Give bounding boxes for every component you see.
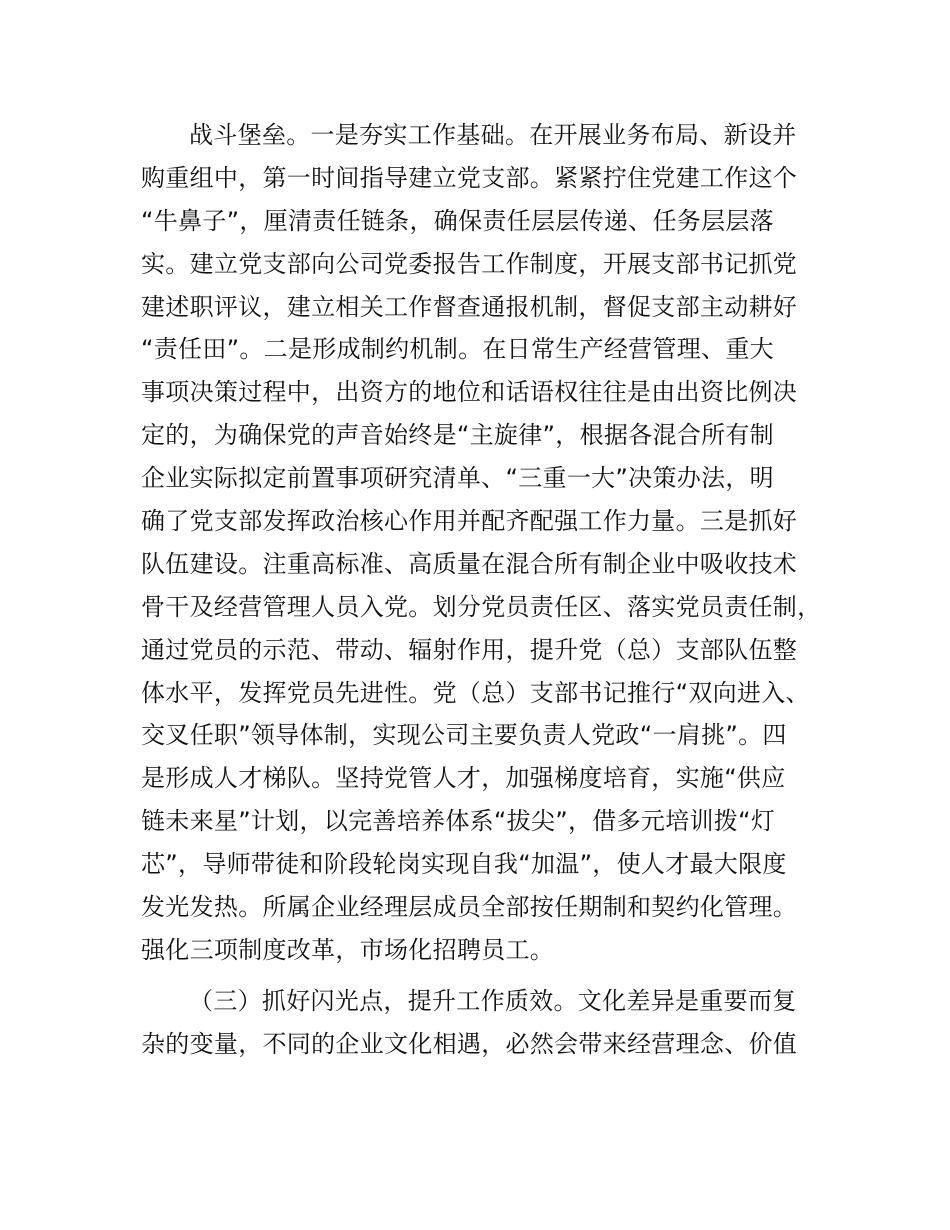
text-line: 强化三项制度改革，市场化招聘员工。	[141, 935, 555, 964]
text-line: 建述职评议，建立相关工作督查通报机制，督促支部主动耕好	[141, 292, 798, 321]
text-line: 发光发热。所属企业经理层成员全部按任期制和契约化管理。	[141, 893, 798, 922]
text-line: 芯”，导师带徒和阶段轮岗实现自我“加温”，使人才最大限度	[141, 850, 787, 879]
body-text	[141, 114, 841, 1066]
text-line: 链未来星”计划，以完善培养体系“拔尖”，借多元培训拨“灯	[141, 807, 776, 836]
text-line: “牛鼻子”，厘清责任链条，确保责任层层传递、任务层层落	[141, 206, 774, 235]
text-line: 企业实际拟定前置事项研究清单、“三重一大”决策办法，明	[141, 464, 774, 493]
text-line: 事项决策过程中，出资方的地位和话语权往往是由出资比例决	[141, 378, 798, 407]
text-line: 战斗堡垒。一是夯实工作基础。在开展业务布局、新设并	[189, 121, 797, 149]
text-line: 队伍建设。注重高标准、高质量在混合所有制企业中吸收技术	[141, 549, 798, 578]
text-line: （三）抓好闪光点，提升工作质效。文化差异是重要而复	[189, 986, 797, 1015]
text-line: 交叉任职”领导体制，实现公司主要负责人党政“一肩挑”。四	[141, 721, 787, 750]
paragraph-2	[141, 980, 841, 1066]
text-line: 实。建立党支部向公司党委报告工作制度，开展支部书记抓党	[141, 249, 798, 278]
text-line: “责任田”。二是形成制约机制。在日常生产经营管理、重大	[141, 335, 774, 364]
paragraph-gap	[141, 972, 841, 980]
paragraph-1	[141, 114, 841, 972]
text-line: 通过党员的示范、带动、辐射作用，提升党（总）支部队伍整	[141, 635, 798, 664]
text-line: 骨干及经营管理人员入党。划分党员责任区、落实党员责任制，	[141, 592, 822, 621]
text-line: 体水平，发挥党员先进性。党（总）支部书记推行“双向进入、	[141, 678, 810, 707]
text-line: 购重组中，第一时间指导建立党支部。紧紧拧住党建工作这个	[141, 163, 798, 192]
text-line: 杂的变量，不同的企业文化相遇，必然会带来经营理念、价值	[141, 1029, 798, 1058]
text-line: 确了党支部发挥政治核心作用并配齐配强工作力量。三是抓好	[141, 507, 798, 536]
text-line: 是形成人才梯队。坚持党管人才，加强梯度培育，实施“供应	[141, 764, 786, 793]
text-line: 定的，为确保党的声音始终是“主旋律”，根据各混合所有制	[141, 421, 774, 450]
